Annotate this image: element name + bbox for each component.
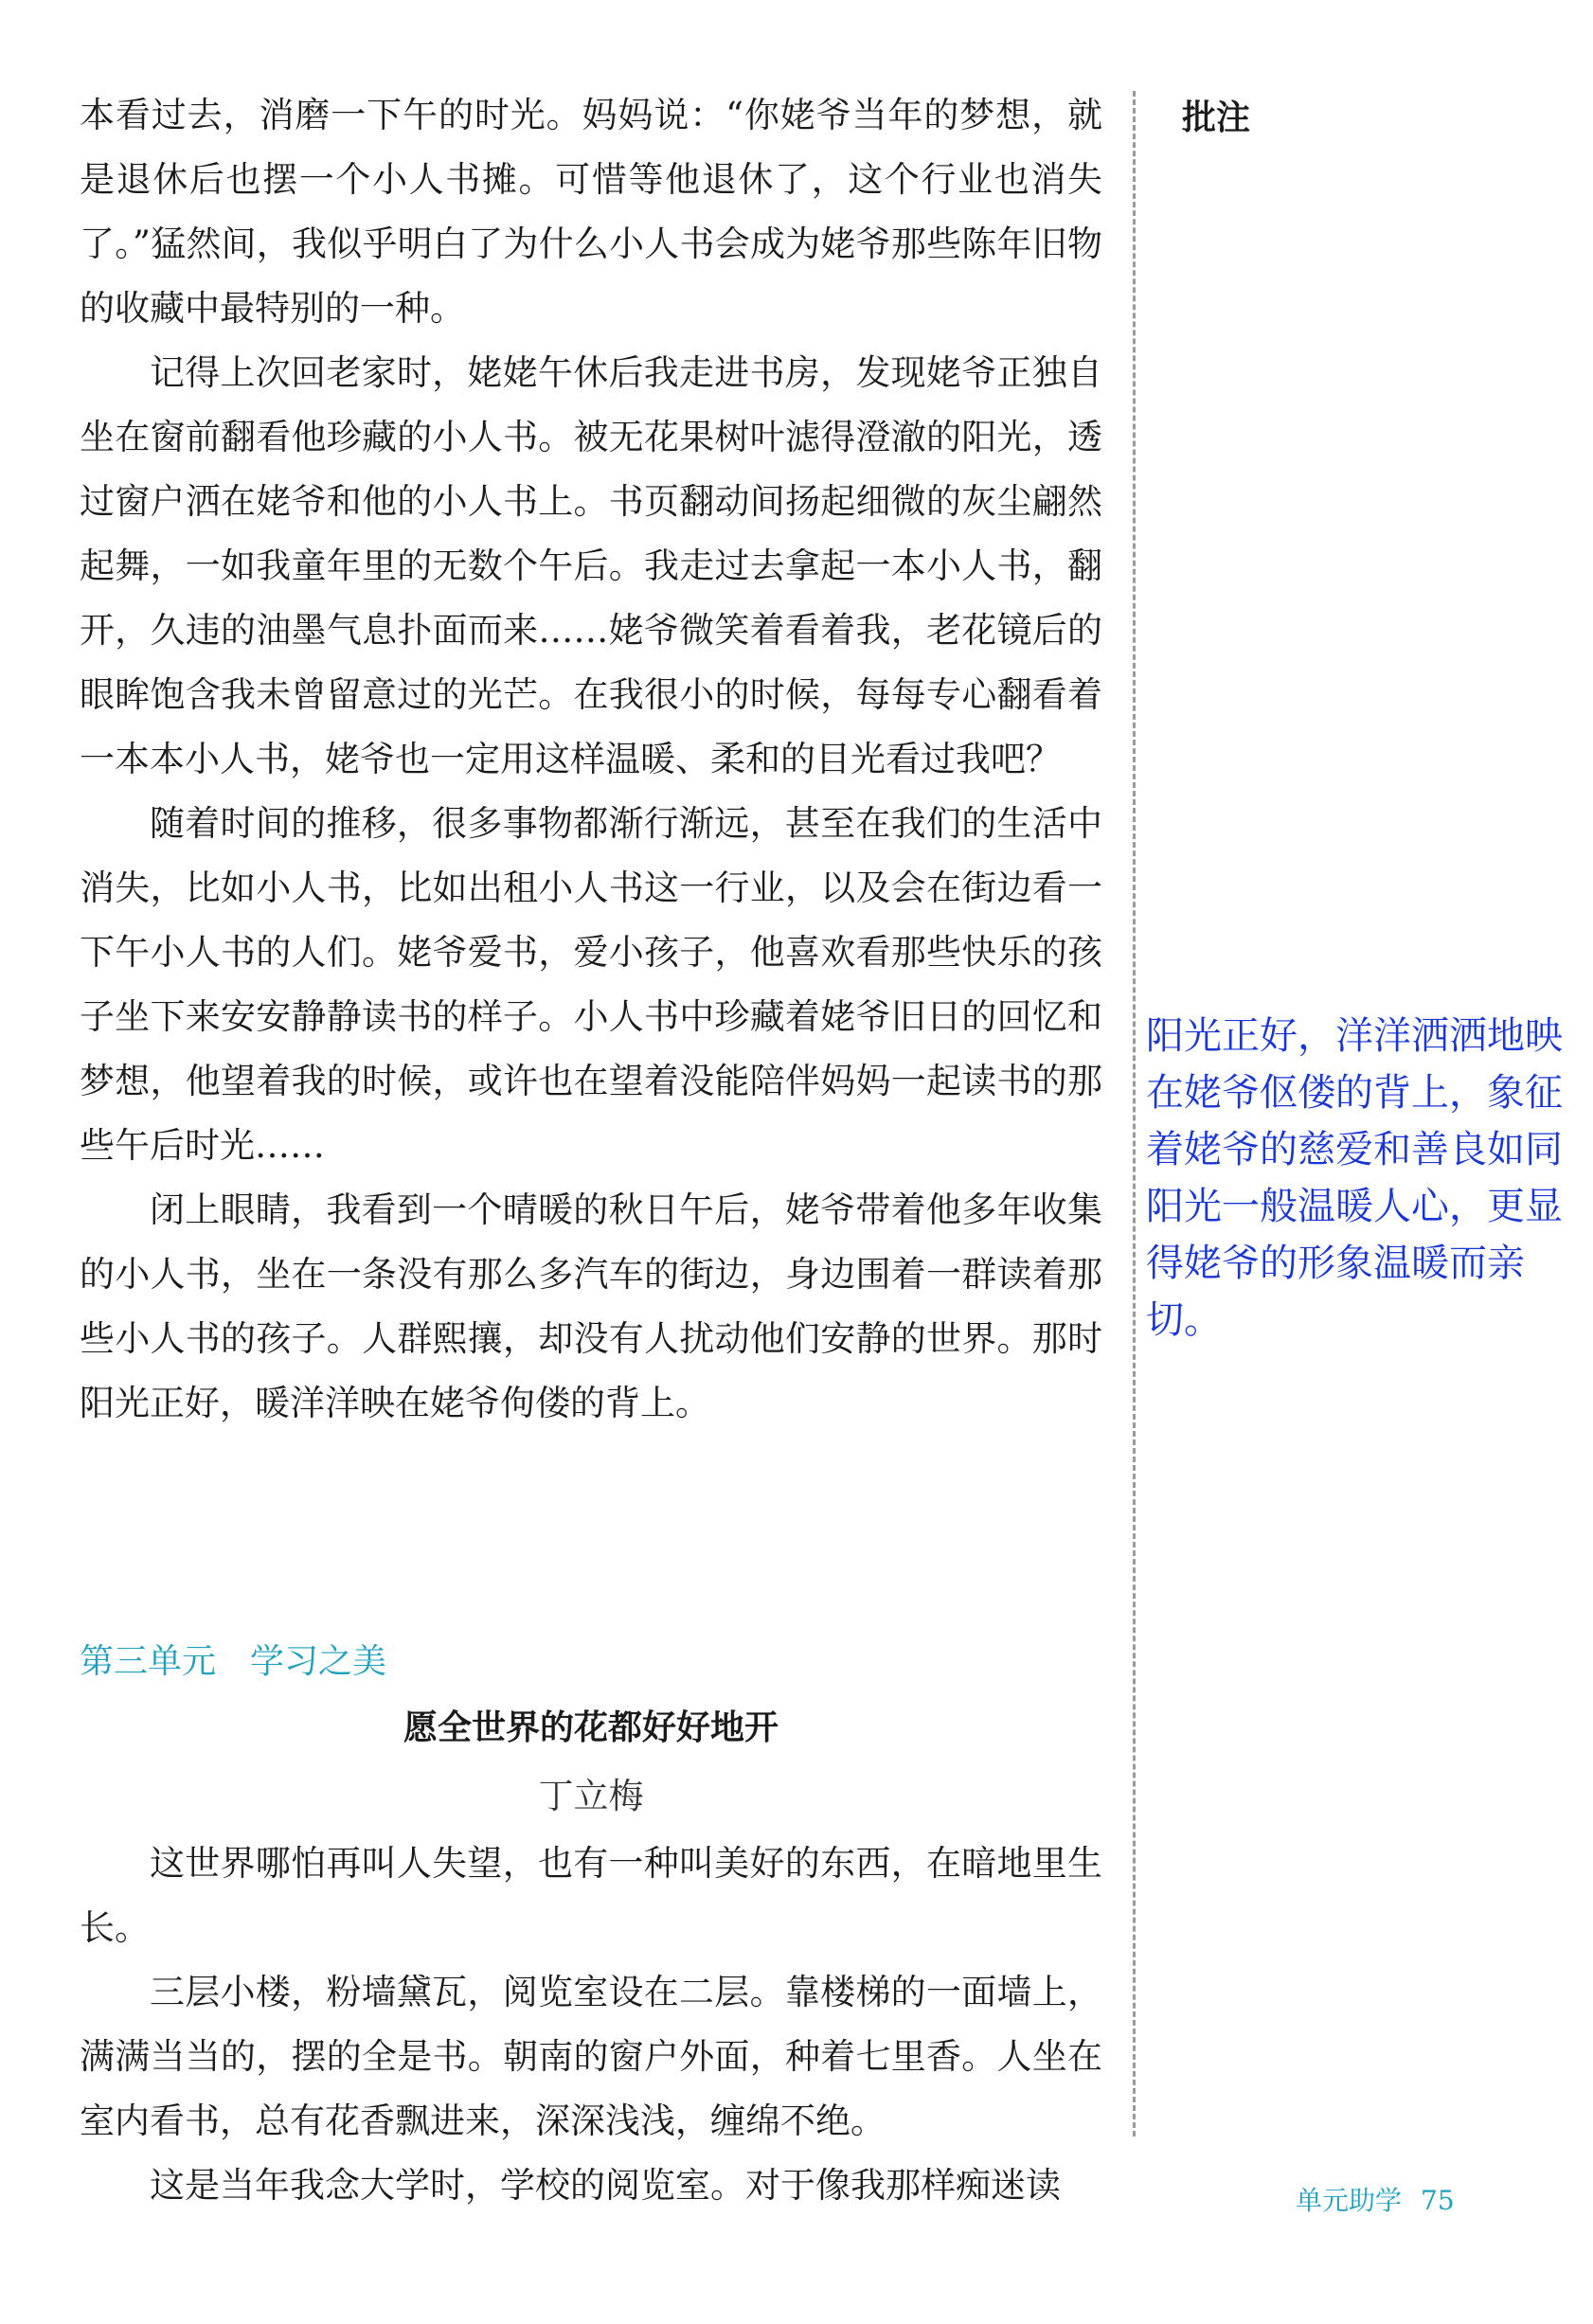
paragraph: 这是当年我念大学时，学校的阅览室。对于像我那样痴迷读: [150, 2165, 1061, 2206]
paragraph: 记得上次回老家时，姥姥午休后我走进书房，发现姥爷正独自坐在窗前翻看他珍藏的小人书。被无花果树叶滤得澄澈的阳光，透过窗户洒在姥爷和他的小人书上。书页翻动间扬起细微的灰尘翩然起舞，一如我童年里的无数个午后。我走过去拿起一本小人书，翻开，久违的油墨气息扑面而来……姥爷微笑着看着我，老花镜后的眼眸饱含我未曾留意过的光芒。在我很小的时候，每每专心翻看着一本本小人书，姥爷也一定用这样温暖、柔和的目光看过我吧？: [80, 352, 1102, 779]
footer-label: 单元助学: [1296, 2185, 1403, 2216]
handwritten-annotation: 阳光正好，洋洋洒洒地映在姥爷伛偻的背上，象征着姥爷的慈爱和善良如同阳光一般温暖人心，更显得姥爷的形象温暖而亲切。: [1146, 1014, 1563, 1342]
paragraph: 这世界哪怕再叫人失望，也有一种叫美好的东西，在暗地里生长。: [80, 1843, 1102, 1948]
page-footer: [1296, 2180, 1455, 2218]
article-title: 愿全世界的花都好好地开: [403, 1708, 779, 1747]
paragraph: 本看过去，消磨一下午的时光。妈妈说：“你姥爷当年的梦想，就是退休后也摆一个小人书摊。可惜等他退休了，这个行业也消失了。”猛然间，我似乎明白了为什么小人书会成为姥爷那些陈年旧物的收藏中最特别的一种。: [80, 95, 1102, 329]
article-body: [80, 1832, 1102, 2218]
paragraph: 随着时间的推移，很多事物都渐行渐远，甚至在我们的生活中消失，比如小人书，比如出租小人书这一行业，以及会在街边看一下午小人书的人们。姥爷爱书，爱小孩子，他喜欢看那些快乐的孩子坐下来安安静静读书的样子。小人书中珍藏着姥爷旧日的回忆和梦想，他望着我的时候，或许也在望着没能陪伴妈妈一起读书的那些午后时光……: [80, 803, 1102, 1166]
annotation-title: 批注: [1182, 98, 1251, 137]
paragraph: 闭上眼睛，我看到一个晴暖的秋日午后，姥爷带着他多年收集的小人书，坐在一条没有那么多汽车的街边，身边围着一群读着那些小人书的孩子。人群熙攘，却没有人扰动他们安静的世界。那时阳光正好，暖洋洋映在姥爷佝偻的背上。: [80, 1189, 1102, 1423]
main-text: [80, 83, 1102, 1436]
article-author: 丁立梅: [538, 1776, 644, 1816]
margin-divider: [1133, 91, 1136, 2136]
unit-heading: 第三单元 学习之美: [80, 1642, 387, 1681]
page-number: 75: [1421, 2185, 1455, 2216]
paragraph: 三层小楼，粉墙黛瓦，阅览室设在二层。靠楼梯的一面墙上，满满当当的，摆的全是书。朝南的窗户外面，种着七里香。人坐在室内看书，总有花香飘进来，深深浅浅，缠绵不绝。: [80, 1972, 1102, 2141]
